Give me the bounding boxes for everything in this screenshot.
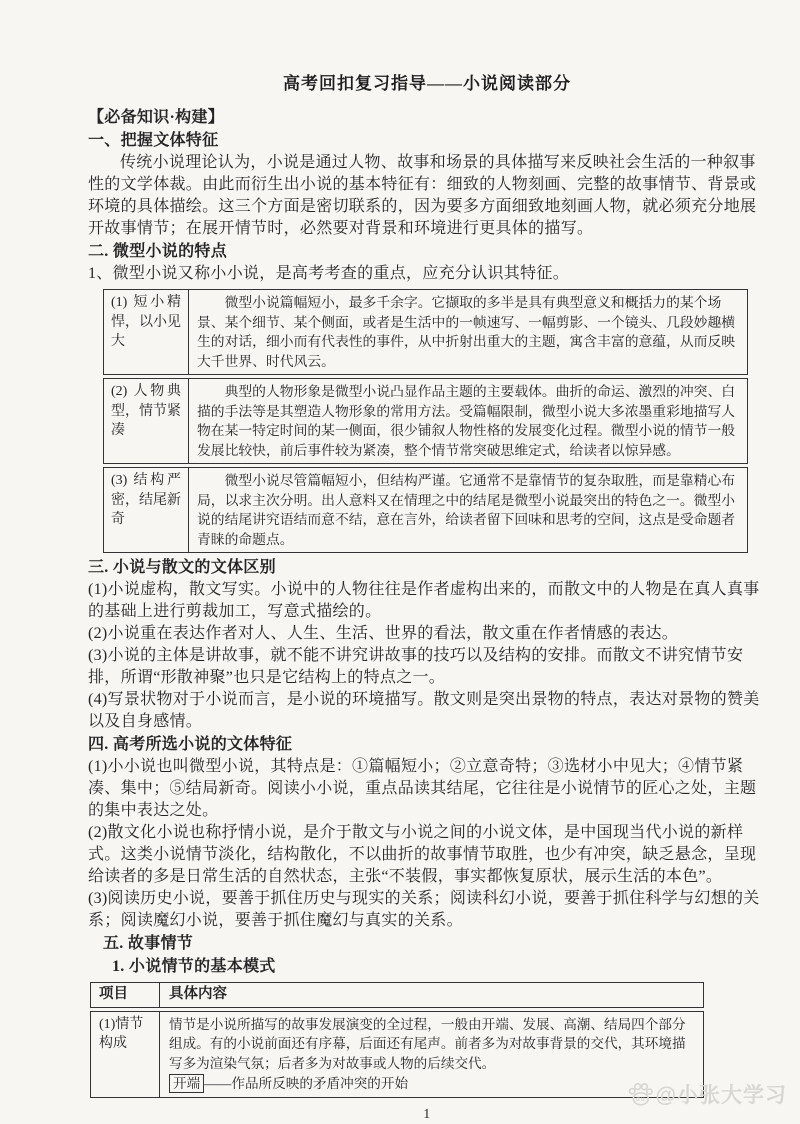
knowledge-build-label: 【必备知识·构建】 — [88, 109, 225, 126]
row-content: 典型的人物形象是微型小说凸显作品主题的主要载体。曲折的命运、激烈的冲突、白描的手法等是其塑造人物形象的常用方法。受篇幅限制，微型小说大多浓墨重彩地描写人物在某一特定时间的某一侧面，很少铺叙人物性格的发展变化过程。微型小说的情节一般发展比较快，前后事件较为紧凑，整个情节常突破思维定式，给读者以惊异感。 — [197, 384, 736, 458]
row-content: 微型小说篇幅短小，最多千余字。它撷取的多半是具有典型意义和概括力的某个场景、某个细节、某个侧面，或者是生活中的一帧速写、一幅剪影、一个镜头、几段妙趣横生的对话，细小而有代表性的事件，从中折射出重大的主题，寓含丰富的意蕴，从而反映大千世界、时代风云。 — [197, 295, 736, 369]
svg-text:du: du — [635, 1095, 646, 1103]
section-3-item: (1)小说虚构，散文写实。小说中的人物往往是作者虚构出来的，而散文中的人物是在真人真事的基础上进行剪裁加工，写意式描绘的。 — [88, 581, 760, 620]
row-label: (2) 人物典型，情节紧凑 — [104, 379, 189, 463]
page-number: 1 — [423, 1106, 431, 1122]
section-4-item: (1)小小说也叫微型小说，其特点是：①篇幅短小；②立意奇特；③选材小中见大；④情节紧凑、集中；⑤结局新奇。阅读小小说，重点品读其结尾，它往往是小说情节的匠心之处，主题的集中表达之处。 — [88, 758, 757, 819]
section-4-item: (2)散文化小说也称抒情小说，是介于散文与小说之间的小说文体，是中国现当代小说的新样式。这类小说情节淡化，结构散化，不以曲折的故事情节取胜，也少有冲突，缺乏悬念，呈现给读者的多是日常生活的自然状态，主张“不装假，事实都恢复原状，展示生活的本色”。 — [88, 824, 757, 885]
section-1-paragraph: 传统小说理论认为，小说是通过人物、故事和场景的具体描写来反映社会生活的一种叙事性的文学体裁。由此而衍生出小说的基本特征有：细致的人物刻画、完整的故事情节、背景或环境的具体描绘。这三个方面是密切联系的，因为要多方面细致地刻画人物，就必须充分地展开故事情节；在展开情节时，必然要对背景和环境进行更具体的描写。 — [88, 154, 757, 237]
section-3-item: (4)写景状物对于小说而言，是小说的环境描写。散文则是突出景物的特点，表达对景物的赞美以及自身感情。 — [88, 691, 760, 730]
micro-novel-features-table — [103, 289, 748, 553]
row-label: (1) 短小精悍，以小见大 — [104, 290, 189, 374]
table-row — [90, 1011, 704, 1098]
boxed-term: 开端 — [169, 1074, 204, 1093]
section-2-intro: 1、微型小说又称小小说，是高考考查的重点，应充分认识其特征。 — [88, 265, 570, 282]
section-4-heading: 四. 高考所选小说的文体特征 — [88, 736, 293, 753]
watermark — [627, 1079, 787, 1109]
watermark-text: @小张大学习 — [655, 1084, 787, 1107]
plot-model-table — [90, 982, 704, 1098]
term-line — [169, 1074, 694, 1094]
section-1-heading: 一、把握文体特征 — [88, 132, 219, 149]
table-header-row — [90, 982, 704, 1008]
row-label: (3) 结构严密，结尾新奇 — [104, 468, 189, 552]
section-5-subheading: 1. 小说情节的基本模式 — [112, 958, 276, 975]
paw-icon — [627, 1081, 654, 1108]
section-3-item: (2)小说重在表达作者对人、人生、生活、世界的看法，散文重在作者情感的表达。 — [88, 625, 679, 642]
row-content-text: 情节是小说所描写的故事发展演变的全过程，一般由开端、发展、高潮、结局四个部分组成。有的小说前面还有序幕，后面还有尾声。前者多为对故事背景的交代，其环境描写多为渲染气氛；后者多为对故事或人物的后续交代。 — [169, 1016, 686, 1071]
table-row — [103, 378, 748, 464]
section-5-heading: 五. 故事情节 — [103, 935, 194, 952]
section-4-item: (3)阅读历史小说，要善于抓住历史与现实的关系；阅读科幻小说，要善于抓住科学与幻想的关系；阅读魔幻小说，要善于抓住魔幻与真实的关系。 — [88, 890, 760, 929]
row-content — [160, 1012, 703, 1097]
section-2-heading: 二. 微型小说的特点 — [88, 243, 228, 260]
section-3-heading: 三. 小说与散文的文体区别 — [88, 559, 276, 576]
column-header: 项目 — [91, 983, 160, 1007]
section-3-item: (3)小说的主体是讲故事，就不能不讲究讲故事的技巧以及结构的安排。而散文不讲究情节安排，所谓“形散神聚”也只是它结构上的特点之一。 — [88, 647, 744, 686]
row-content: 微型小说尽管篇幅短小，但结构严谨。它通常不是靠情节的复杂取胜，而是靠精心布局，以求主次分明。出人意料又在情理之中的结尾是微型小说最突出的特色之一。微型小说的结尾讲究语结而意不结，意在言外，给读者留下回味和思考的空间，这点是受命题者青睐的命题点。 — [197, 473, 736, 547]
column-header: 具体内容 — [169, 986, 227, 1002]
term-description: ——作品所反映的矛盾冲突的开始 — [204, 1076, 409, 1091]
table-row — [103, 467, 748, 553]
table-row — [103, 289, 748, 375]
row-label: (1)情节构成 — [91, 1012, 160, 1097]
document-content — [88, 72, 766, 1123]
page-title: 高考回扣复习指导——小说阅读部分 — [283, 74, 571, 93]
